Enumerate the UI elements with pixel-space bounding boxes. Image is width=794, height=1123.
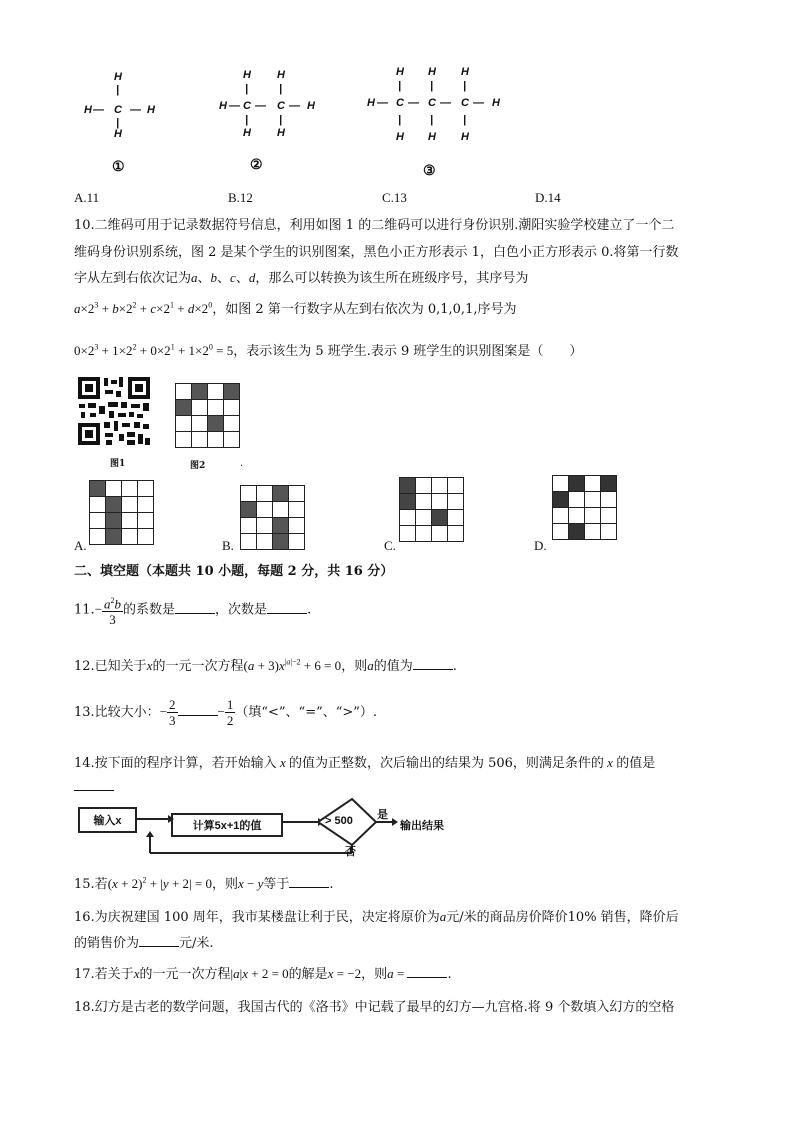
q11-blank-coefficient[interactable] [175,601,215,614]
q12-blank[interactable] [413,657,453,670]
fig2-label: 图2 [190,461,206,471]
q10-formula-line: $a\times 2^3 + b\times 2^2 + c\times 2^1 + d\times 2^0$，如图 2 第一行数字从左到右依次为 0,1,0,1,序号为 [74,300,517,317]
q14-blank[interactable] [74,778,114,791]
q17: 17.若关于x的一元一次方程|a|x + 2 = 0的解是x = −2，则a = . [74,966,452,982]
q14-line-1: 14.按下面的程序计算，若开始输入 x 的值为正整数，次后输出的结果为 506，则满足条件的 x 的值是 [74,755,656,771]
q16-line-2: 的销售价为 元/米. [74,936,214,951]
option-c-label: C. [384,538,396,553]
q9-option-d: D.14 [535,190,561,205]
flow-condition-text: > 500 [325,815,353,827]
q10-line-2: 维码身份识别系统，图 2 是某个学生的识别图案，黑色小正方形表示 1，白色小正方形表示 0.将第一行数 [74,245,679,260]
molecule-label-2: ② [250,156,263,172]
q16-line-1: 16.为庆祝建国 100 周年，我市某楼盘让利于民，决定将原价为a元/米的商品房价降价10% 销售，降价后 [74,909,679,925]
molecule-label-1: ① [112,158,125,174]
molecule-label-3: ③ [423,162,436,178]
q10-line-1: 10.二维码可用于记录数据符号信息，利用如图 1 的二维码可以进行身份识别.潮阳实验学校建立了一个二 [74,218,675,233]
q15-blank[interactable] [289,875,329,888]
q13-blank[interactable] [178,703,218,716]
q17-blank[interactable] [407,965,447,978]
flow-calc-box: 计算5x+1的值 [171,813,283,837]
stray-dot: . [240,458,244,469]
section2-title: 二、填空题（本题共 10 小题，每题 2 分，共 16 分） [74,564,394,579]
q16-blank[interactable] [139,934,179,947]
q9-option-a: A.11 [74,190,100,205]
flow-no-label: 否 [345,845,356,858]
option-a-label: A. [74,538,87,553]
q10-example-line: $0\times 2^3 + 1\times 2^2 + 0\times 2^1 + 1\times 2^0 = 5$，表示该生为 5 班学生.表示 9 班学生的识别图案是（ ） [74,342,583,359]
q11: 11.− $\frac{a^2b}{3}$ 的系数是 ，次数是 . [74,593,311,627]
q12: 12.已知关于x的一元一次方程$(a + 3)x^{|a|-2} + 6 = 0$，则a的值为 . [74,657,457,674]
qr-code-figure [77,376,151,446]
fig2-grid [175,383,240,448]
option-a-grid[interactable] [89,480,154,545]
option-d-grid[interactable] [552,475,617,540]
option-b-label: B. [222,538,234,553]
fig1-label: 图1 [110,459,126,469]
flow-output-label: 输出结果 [400,820,444,832]
option-b-grid[interactable] [240,485,305,550]
q18-line-1: 18.幻方是古老的数学问题，我国古代的《洛书》中记载了最早的幻方—九宫格.将 9 个数填入幻方的空格 [74,1000,675,1015]
q9-option-b: B.12 [228,190,253,205]
q15: 15.若$(x + 2)^2 + |y + 2| = 0$，则x − y等于 . [74,875,334,892]
option-c-grid[interactable] [399,477,464,542]
q10-line-3: 字从左到右依次记为a、b、c、d，那么可以转换为该生所在班级序号，其序号为 [74,270,529,286]
q13: 13.比较大小：− $\frac{2}{3}$ − $\frac{1}{2}$ （填“<”、“=”、“>”）. [74,697,378,728]
q9-option-c: C.13 [382,190,407,205]
flow-input-box: 输入x [78,807,137,833]
flow-yes-label: 是 [377,808,388,821]
option-d-label: D. [534,538,547,553]
q11-blank-degree[interactable] [267,601,307,614]
